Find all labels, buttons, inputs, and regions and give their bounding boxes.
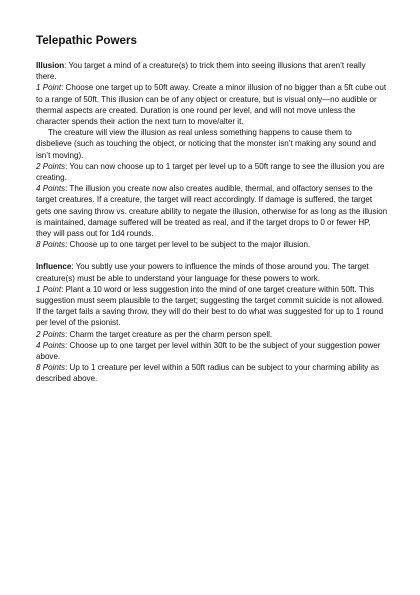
- level-text: : Choose up to one target per level within 30ft to be the subject of your suggestion power above.: [36, 340, 381, 362]
- illusion-section: [36, 60, 388, 250]
- illusion-intro: [36, 60, 388, 82]
- influence-level-2: [36, 329, 388, 340]
- level-text: : You can now choose up to 1 target per level up to a 50ft range to see the illusion you are creating.: [36, 161, 385, 183]
- influence-intro: [36, 261, 388, 283]
- level-text: : Choose up to one target per level to be subject to the major illusion.: [65, 240, 311, 250]
- level-label: 4 Points: [36, 340, 66, 350]
- level-text: : Choose one target up to 50ft away. Create a minor illusion of no bigger than a 5ft cube out to a range of 50ft. This illusion can be of any object or creature, but is visual only—no audible or thermal aspects are created. Duration is one round per level, and will not move unless the character spends their action the next turn to move/alter it.: [36, 83, 387, 127]
- level-text: : Plant a 10 word or less suggestion into the mind of one target creature within 50ft. This suggestion must seem plausible to the target; suggesting the target commit suicide is not allowed. If the target fails a saving throw, they will do their best to do what was suggested for up to 1 round per level of the psionist.: [36, 284, 384, 328]
- influence-intro-text: : You subtly use your powers to influence the minds of those around you. The target creature(s) must be able to understand your language for these powers to work.: [36, 262, 369, 283]
- level-label: 4 Points: [36, 184, 66, 194]
- level-label: 8 Points: [36, 240, 66, 250]
- influence-section: [36, 261, 388, 384]
- influence-term: Influence: [36, 262, 72, 272]
- document-page: [36, 34, 388, 385]
- illusion-term: Illusion: [36, 61, 65, 70]
- illusion-level-8: [36, 239, 388, 250]
- illusion-level-4: [36, 183, 388, 239]
- influence-level-8: [36, 362, 388, 384]
- level-text: : Up to 1 creature per level within a 50ft radius can be subject to your charming ability as described above.: [36, 363, 380, 384]
- level-label: 8 Points: [36, 363, 66, 373]
- level-label: 2 Points: [36, 161, 66, 171]
- illusion-level-1: [36, 82, 388, 127]
- level-text: : The illusion you create now also creates audible, thermal, and olfactory senses to the target creatures. If a creature, the target will react accordingly. If damage is suffered, the target gets one saving throw vs. creature ability to negate the illusion, otherwise for as long as the illusion is maintained, damage suffered will be treated as real, and if the target drops to 0 or fewer HP, they will pass out for 1d4 rounds.: [36, 184, 388, 239]
- page-title: Telepathic Powers: [36, 34, 137, 47]
- influence-level-4: [36, 340, 388, 362]
- illusion-level-2: [36, 161, 388, 183]
- level-text: : Charm the target creature as per the charm person spell.: [65, 329, 273, 339]
- level-label: 2 Points: [36, 329, 66, 339]
- level-label: 1 Point: [36, 284, 62, 294]
- influence-level-1: [36, 284, 388, 329]
- illusion-note: The creature will view the illusion as real unless something happens to cause them to disbelieve (such as touching the object, or noticing that the monster isn’t making any sound and isn’t moving).: [36, 128, 376, 160]
- illusion-intro-text: : You target a mind of a creature(s) to trick them into seeing illusions that aren’t really there.: [36, 61, 366, 82]
- level-label: 1 Point: [36, 83, 62, 93]
